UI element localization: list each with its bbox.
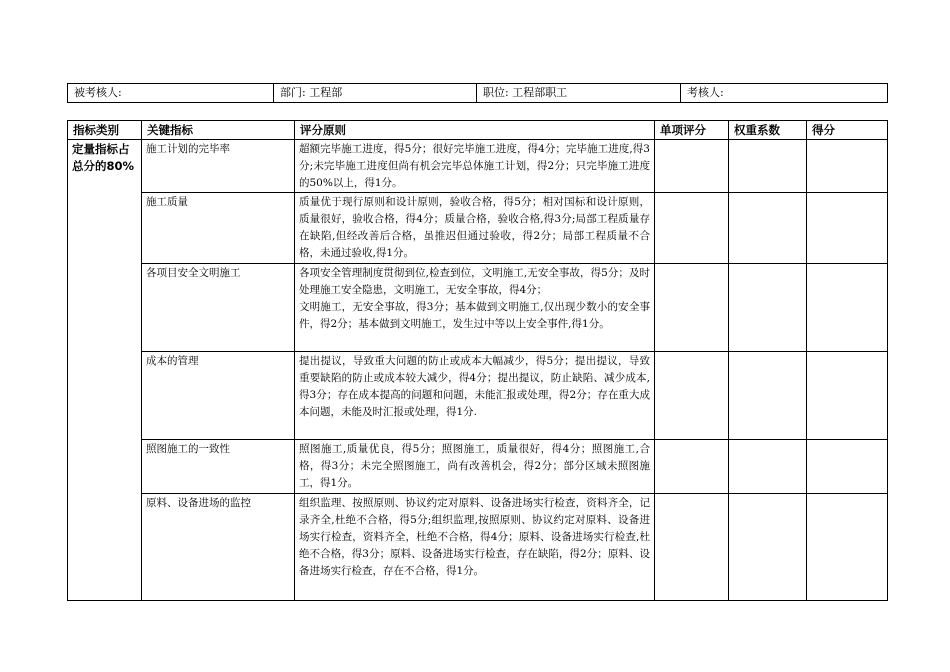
score-cell[interactable] bbox=[807, 140, 888, 193]
criteria-cell: 组织监理、按照原则、协议约定对原料、设备进场实行检查，资料齐全，记录齐全,杜绝不合格，得5分;组织监理,按照原则、协议约定对原料、设备进场实行检查，资料齐全，杜绝不合格，得4分；原料、设备进场实行检查,杜绝不合格，得3分；原料、设备进场实行检查，存在缺陷，得2分；原料、设备进场实行检查，存在不合格，得1分。 bbox=[295, 494, 655, 601]
weight-cell[interactable] bbox=[729, 440, 807, 494]
indicator-cell: 施工质量 bbox=[142, 193, 295, 264]
weight-cell[interactable] bbox=[729, 140, 807, 193]
table-header-row bbox=[68, 121, 888, 140]
item-score-cell[interactable] bbox=[655, 440, 729, 494]
item-score-cell[interactable] bbox=[655, 494, 729, 601]
table-row bbox=[68, 494, 888, 601]
score-cell[interactable] bbox=[807, 352, 888, 440]
weight-cell[interactable] bbox=[729, 193, 807, 264]
weight-cell[interactable] bbox=[729, 494, 807, 601]
criteria-cell: 超额完毕施工进度，得5分；很好完毕施工进度，得4分；完毕施工进度,得3分;未完毕施工进度但尚有机会完毕总体施工计划，得2分；只完毕施工进度的50%以上，得1分。 bbox=[295, 140, 655, 193]
criteria-cell bbox=[295, 264, 655, 352]
score-cell[interactable] bbox=[807, 264, 888, 352]
indicator-cell: 各项目安全文明施工 bbox=[142, 264, 295, 352]
header-criteria: 评分原则 bbox=[295, 121, 655, 140]
examinee-cell: 被考核人: bbox=[68, 84, 274, 103]
criteria-cell: 质量优于现行原则和设计原则，验收合格，得5分；相对国标和设计原则，质量很好，验收合格，得4分；质量合格，验收合格,得3分;局部工程质量存在缺陷,但经改善后合格，虽推迟但通过验收，得2分；局部工程质量不合格，未通过验收,得1分。 bbox=[295, 193, 655, 264]
header-category: 指标类别 bbox=[68, 121, 142, 140]
category-cell: 定量指标占总分的80% bbox=[68, 140, 142, 601]
indicator-cell: 照图施工的一致性 bbox=[142, 440, 295, 494]
table-row bbox=[68, 440, 888, 494]
item-score-cell[interactable] bbox=[655, 140, 729, 193]
header-item-score: 单项评分 bbox=[655, 121, 729, 140]
score-cell[interactable] bbox=[807, 494, 888, 601]
table-row bbox=[68, 352, 888, 440]
item-score-cell[interactable] bbox=[655, 193, 729, 264]
header-key-indicator: 关键指标 bbox=[142, 121, 295, 140]
score-cell[interactable] bbox=[807, 193, 888, 264]
item-score-cell[interactable] bbox=[655, 264, 729, 352]
weight-cell[interactable] bbox=[729, 352, 807, 440]
assessment-info-table bbox=[67, 83, 888, 103]
weight-cell[interactable] bbox=[729, 264, 807, 352]
criteria-cell: 照图施工,质量优良，得5分；照图施工，质量很好，得4分；照图施工,合格，得3分；未完全照图施工，尚有改善机会，得2分；部分区域未照图施工，得1分。 bbox=[295, 440, 655, 494]
table-row bbox=[68, 140, 888, 193]
criteria-cell: 提出提议，导致重大问题的防止或成本大幅减少，得5分；提出提议，导致重要缺陷的防止或成本较大减少，得4分；提出提议，防止缺陷、减少成本,得3分；存在成本提高的问题和问题，未能汇报或处理，得2分；存在重大成本问题，未能及时汇报或处理，得1分. bbox=[295, 352, 655, 440]
indicator-cell: 成本的管理 bbox=[142, 352, 295, 440]
indicator-cell: 原料、设备进场的监控 bbox=[142, 494, 295, 601]
examiner-cell: 考核人: bbox=[681, 84, 888, 103]
table-row bbox=[68, 193, 888, 264]
indicator-cell: 施工计划的完毕率 bbox=[142, 140, 295, 193]
criteria-text-line-2: 文明施工，无安全事故，得3分；基本做到文明施工,仅出现少数小的安全事件，得2分；基本做到文明施工，发生过中等以上安全事件,得1分。 bbox=[299, 301, 650, 330]
score-cell[interactable] bbox=[807, 440, 888, 494]
position-cell: 职位: 工程部职工 bbox=[477, 84, 681, 103]
item-score-cell[interactable] bbox=[655, 352, 729, 440]
assessment-info-row bbox=[68, 84, 888, 103]
table-row bbox=[68, 264, 888, 352]
header-weight: 权重系数 bbox=[729, 121, 807, 140]
indicator-table bbox=[67, 120, 888, 601]
criteria-text-line-1: 各项安全管理制度贯彻到位,检查到位，文明施工,无安全事故，得5分；及时处理施工安全隐患，文明施工，无安全事故，得4分； bbox=[299, 267, 650, 296]
header-score: 得分 bbox=[807, 121, 888, 140]
department-cell: 部门: 工程部 bbox=[274, 84, 477, 103]
